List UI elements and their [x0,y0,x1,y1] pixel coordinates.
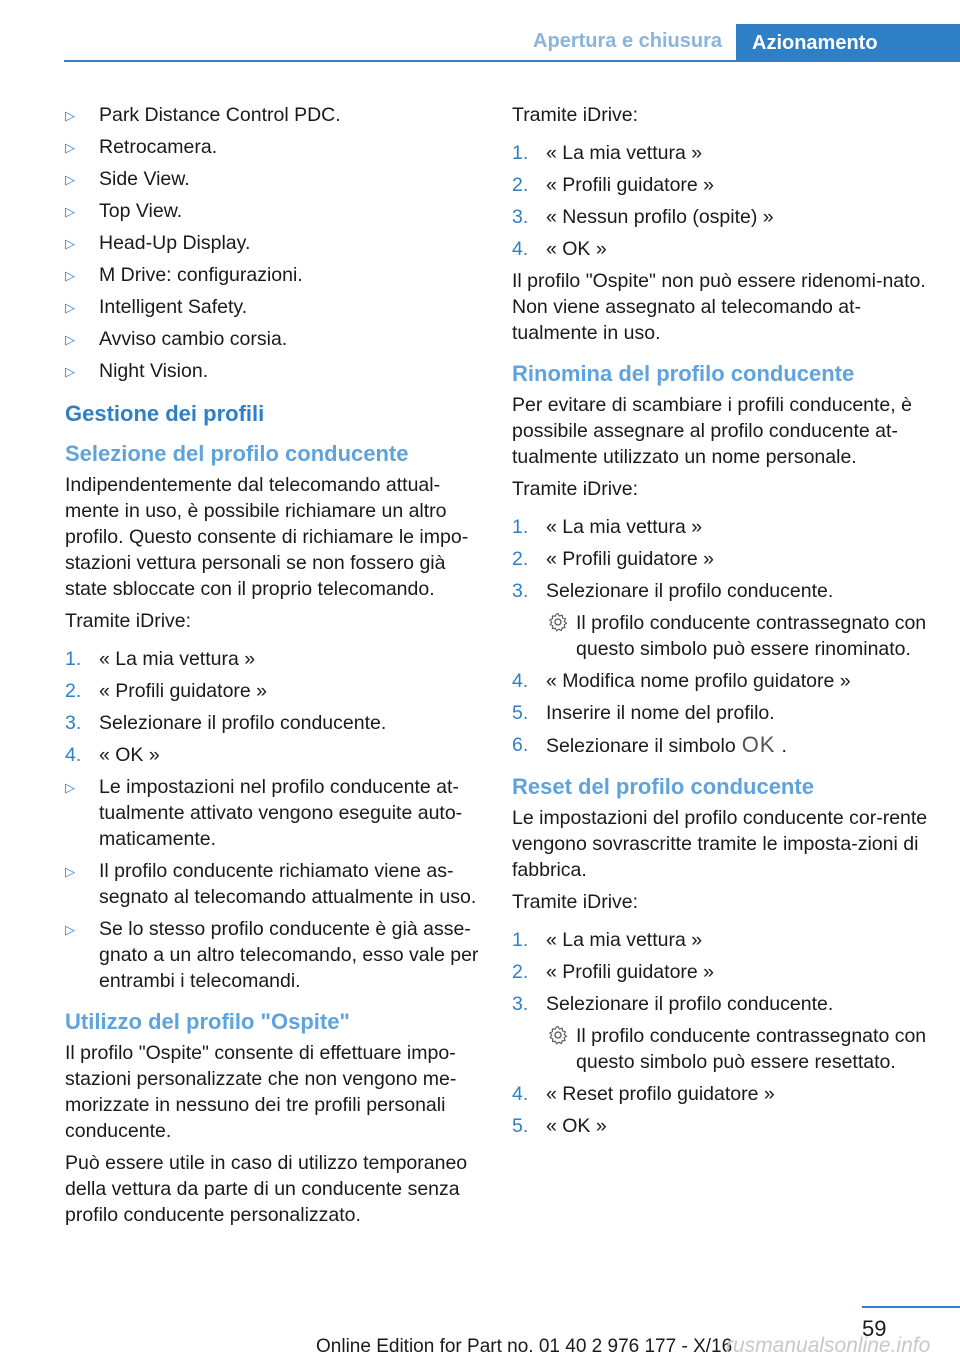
section-tab: Apertura e chiusura [533,30,722,52]
guest-paragraph-1: Il profilo "Ospite" consente di effettuare impo-stazioni personalizzate che non vengono me-morizzate in nessuno dei tre profili personali conducente. [65,1042,457,1142]
list-item [65,262,485,288]
step-item [512,236,932,262]
bullet-text: Night Vision. [99,360,209,382]
bullet-text: M Drive: configurazioni. [99,264,303,286]
list-item [65,230,485,256]
step-note [546,1023,932,1075]
list-item [65,198,485,224]
bullet-text: Retrocamera. [99,136,218,158]
chapter-tab-label: Azionamento [752,31,878,54]
step-number: 2. [512,961,529,983]
step-item [512,927,932,953]
triangle-bullet-icon: ▷ [65,172,75,187]
step-text: « OK » [546,238,607,260]
step-number: 1. [512,516,529,538]
step-number: 1. [512,142,529,164]
rename-paragraph: Per evitare di scambiare i profili conducente, è possibile assegnare al profilo conducente at-tualmente utilizzato un nome personale. [512,394,912,468]
reset-paragraph: Le impostazioni del profilo conducente cor-rente vengono sovrascritte tramite le imposta-zioni di fabbrica. [512,807,928,881]
page-header [64,24,960,62]
triangle-bullet-icon: ▷ [65,864,75,879]
step-text: « La mia vettura » [546,516,703,538]
header-rule [64,60,960,62]
step-note-text: Il profilo conducente contrassegnato con questo simbolo può essere resettato. [576,1025,927,1073]
step-period: . [781,735,787,757]
via-idrive-label: Tramite iDrive: [512,891,639,913]
chapter-tab [736,24,960,62]
step-text: « Reset profilo guidatore » [546,1083,775,1105]
gear-icon [548,1025,568,1045]
via-idrive-label: Tramite iDrive: [512,478,639,500]
heading-select-profile: Selezione del profilo conducente [65,441,409,466]
bullet-text: Side View. [99,168,190,190]
step-number: 3. [512,206,529,228]
list-item [65,858,485,910]
footer-rule [862,1306,960,1308]
heading-profiles: Gestione dei profili [65,401,265,426]
list-item [65,774,485,852]
step-number: 2. [512,548,529,570]
list-item [65,916,485,994]
step-item [512,514,932,540]
list-item [65,326,485,352]
step-text: « Modifica nome profilo guidatore » [546,670,851,692]
step-number: 2. [512,174,529,196]
step-text: « La mia vettura » [546,929,703,951]
triangle-bullet-icon: ▷ [65,922,75,937]
step-note-text: Il profilo conducente contrassegnato con questo simbolo può essere rinominato. [576,612,927,660]
step-text: Inserire il nome del profilo. [546,702,775,724]
left-column [65,102,485,1234]
step-item [512,991,932,1075]
bullet-text: Top View. [99,200,183,222]
step-item [65,678,485,704]
step-text: « La mia vettura » [99,648,256,670]
bullet-text: Park Distance Control PDC. [99,104,341,126]
triangle-bullet-icon: ▷ [65,364,75,379]
step-item [512,172,932,198]
step-text: « Nessun profilo (ospite) » [546,206,774,228]
triangle-bullet-icon: ▷ [65,108,75,123]
step-text: « OK » [546,1115,607,1137]
step-text: « La mia vettura » [546,142,703,164]
step-number: 5. [512,702,529,724]
step-number: 3. [512,580,529,602]
step-item [65,646,485,672]
triangle-bullet-icon: ▷ [65,780,75,795]
step-item [512,578,932,662]
step-text: « OK » [99,744,160,766]
bullet-text: Se lo stesso profilo conducente è già asse-gnato a un altro telecomando, esso vale per entrambi i telecomandi. [99,918,479,992]
step-item [512,732,932,759]
step-item [512,546,932,572]
step-number: 6. [512,734,529,756]
step-number: 3. [65,712,82,734]
step-text: Selezionare il simbolo [546,735,736,757]
triangle-bullet-icon: ▷ [65,332,75,347]
step-text: « Profili guidatore » [546,961,715,983]
step-number: 4. [512,238,529,260]
page-number: 59 [862,1316,887,1341]
watermark: rusmanualsonline.info [726,1334,931,1357]
list-item [65,166,485,192]
step-number: 5. [512,1115,529,1137]
step-text: Selezionare il profilo conducente. [546,993,834,1015]
triangle-bullet-icon: ▷ [65,268,75,283]
via-idrive-label: Tramite iDrive: [512,104,639,126]
step-text: Selezionare il profilo conducente. [99,712,387,734]
step-item [512,204,932,230]
triangle-bullet-icon: ▷ [65,300,75,315]
triangle-bullet-icon: ▷ [65,236,75,251]
guest-paragraph-2: Può essere utile in caso di utilizzo temporaneo della vettura da parte di un conducente senza profilo conducente personalizzato. [65,1152,468,1226]
step-number: 4. [512,670,529,692]
select-paragraph: Indipendentemente dal telecomando attual-mente in uso, è possibile richiamare un altro profilo. Questo consente di richiamare le impo-stazioni vettura personali se non fossero già state sbloccate con il proprio telecomando. [65,474,469,600]
step-item [512,959,932,985]
triangle-bullet-icon: ▷ [65,204,75,219]
right-column [512,102,932,1145]
step-note [546,610,932,662]
step-number: 2. [65,680,82,702]
bullet-text: Il profilo conducente richiamato viene as-segnato al telecomando attualmente in uso. [99,860,477,908]
list-item [65,102,485,128]
step-text: « Profili guidatore » [99,680,268,702]
ok-symbol-icon: OK [741,732,776,757]
step-number: 1. [512,929,529,951]
step-item [512,1081,932,1107]
list-item [65,134,485,160]
step-text: « Profili guidatore » [546,174,715,196]
step-text: « Profili guidatore » [546,548,715,570]
list-item [65,358,485,384]
via-idrive-label: Tramite iDrive: [65,610,192,632]
guest-note: Il profilo "Ospite" non può essere ridenomi-nato. Non viene assegnato al telecomando at-tualmente in uso. [512,270,926,344]
step-item [512,668,932,694]
step-item [65,710,485,736]
bullet-text: Avviso cambio corsia. [99,328,288,350]
heading-guest-profile: Utilizzo del profilo "Ospite" [65,1009,350,1034]
bullet-text: Le impostazioni nel profilo conducente at-tualmente attivato vengono eseguite auto-maticamente. [99,776,463,850]
step-text: Selezionare il profilo conducente. [546,580,834,602]
step-number: 4. [512,1083,529,1105]
triangle-bullet-icon: ▷ [65,140,75,155]
edition-note: Online Edition for Part no. 01 40 2 976 177 - X/16 [316,1336,733,1357]
step-number: 1. [65,648,82,670]
list-item [65,294,485,320]
heading-rename-profile: Rinomina del profilo conducente [512,361,855,386]
step-number: 3. [512,993,529,1015]
bullet-text: Head-Up Display. [99,232,251,254]
step-number: 4. [65,744,82,766]
heading-reset-profile: Reset del profilo conducente [512,774,814,799]
step-item [65,742,485,768]
gear-icon [548,612,568,632]
step-item [512,700,932,726]
step-item [512,1113,932,1139]
step-item [512,140,932,166]
bullet-text: Intelligent Safety. [99,296,248,318]
